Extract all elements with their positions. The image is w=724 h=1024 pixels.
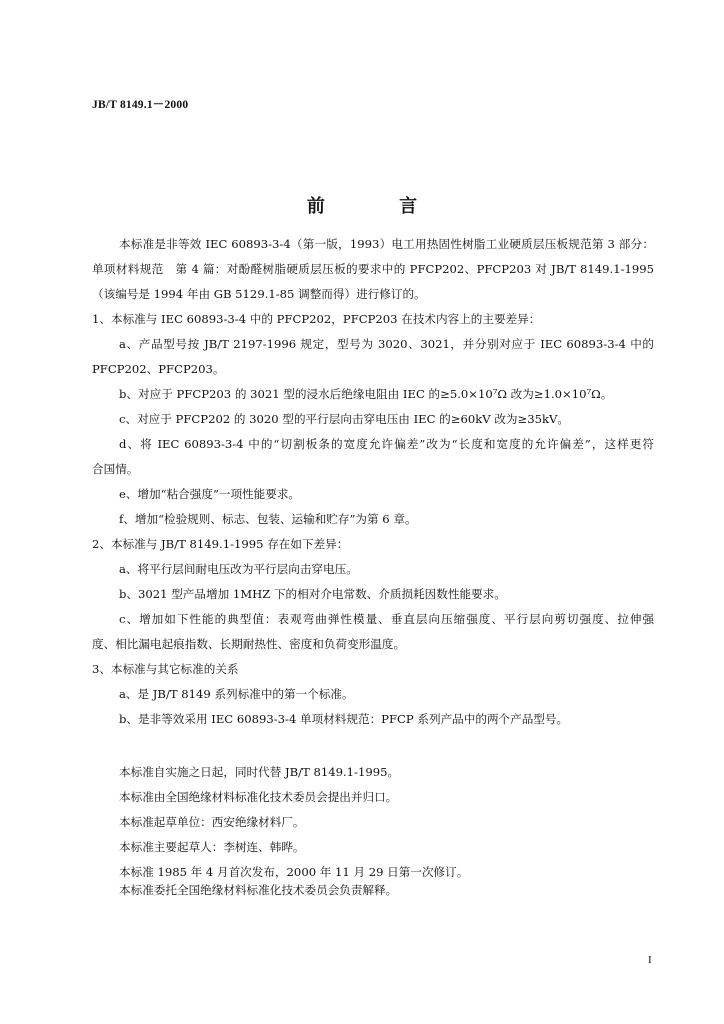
list-item-continuation: 度、相比漏电起痕指数、长期耐热性、密度和负荷变形温度。 [92,637,406,651]
page-title: 前 言 [306,196,452,217]
list-item: b、3021 型产品增加 1MHZ 下的相对介电常数、介质损耗因数性能要求。 [119,587,506,601]
list-item-continuation: 合国情。 [92,462,139,476]
paragraph-line: （该编号是 1994 年由 GB 5129.1-85 调整而得）进行修订的。 [92,287,426,301]
list-item: b、对应于 PFCP203 的 3021 型的浸水后绝缘电阻由 IEC 的≥5.0×10⁷Ω 改为≥1.0×10⁷Ω。 [119,387,613,401]
list-item: b、是非等效采用 IEC 60893-3-4 单项材料规范：PFCP 系列产品中的两个产品型号。 [119,712,569,726]
paragraph-line: 单项材料规范 第 4 篇：对酚醛树脂硬质层压板的要求中的 PFCP202、PFCP203 对 JB/T 8149.1-1995 [92,262,654,276]
closing-statement: 本标准主要起草人：李树连、韩晔。 [119,840,305,854]
list-item: a、产品型号按 JB/T 2197-1996 规定，型号为 3020、3021，并分别对应于 IEC 60893-3-4 中的 [119,337,654,351]
list-item: c、对应于 PFCP202 的 3020 型的平行层向击穿电压由 IEC 的≥60kV 改为≥35kV。 [119,412,569,426]
paragraph-line: 本标准是非等效 IEC 60893-3-4（第一版，1993）电工用热固性树脂工业硬质层压板规范第 3 部分： [119,237,654,251]
list-item: f、增加“检验规则、标志、包装、运输和贮存”为第 6 章。 [119,512,417,526]
closing-statement: 本标准自实施之日起，同时代替 JB/T 8149.1-1995。 [119,765,400,779]
list-item: a、将平行层间耐电压改为平行层向击穿电压。 [119,562,358,576]
list-item: c、增加如下性能的典型值：表观弯曲弹性模量、垂直层向压缩强度、平行层向剪切强度、拉伸强 [119,612,654,626]
list-item: d、将 IEC 60893-3-4 中的“切割板条的宽度允许偏差”改为“长度和宽度的允许偏差”，这样更符 [119,437,654,451]
standard-code-header: JB/T 8149.1－2000 [92,99,189,111]
closing-statement: 本标准起草单位：西安绝缘材料厂。 [119,815,305,829]
section-heading-2: 2、本标准与 JB/T 8149.1-1995 存在如下差异： [92,537,349,551]
list-item: e、增加“粘合强度”一项性能要求。 [119,487,301,501]
closing-statement: 本标准由全国绝缘材料标准化技术委员会提出并归口。 [119,790,398,804]
list-item: a、是 JB/T 8149 系列标准中的第一个标准。 [119,687,354,701]
closing-statement: 本标准委托全国绝缘材料标准化技术委员会负责解释。 [119,883,398,897]
section-heading-1: 1、本标准与 IEC 60893-3-4 中的 PFCP202，PFCP203 在技术内容上的主要差异： [92,312,541,326]
closing-statement: 本标准 1985 年 4 月首次发布，2000 年 11 月 29 日第一次修订。 [119,865,469,879]
list-item-continuation: PFCP202、PFCP203。 [92,362,225,376]
page-number: I [648,954,652,966]
section-heading-3: 3、本标准与其它标准的关系 [92,662,239,676]
